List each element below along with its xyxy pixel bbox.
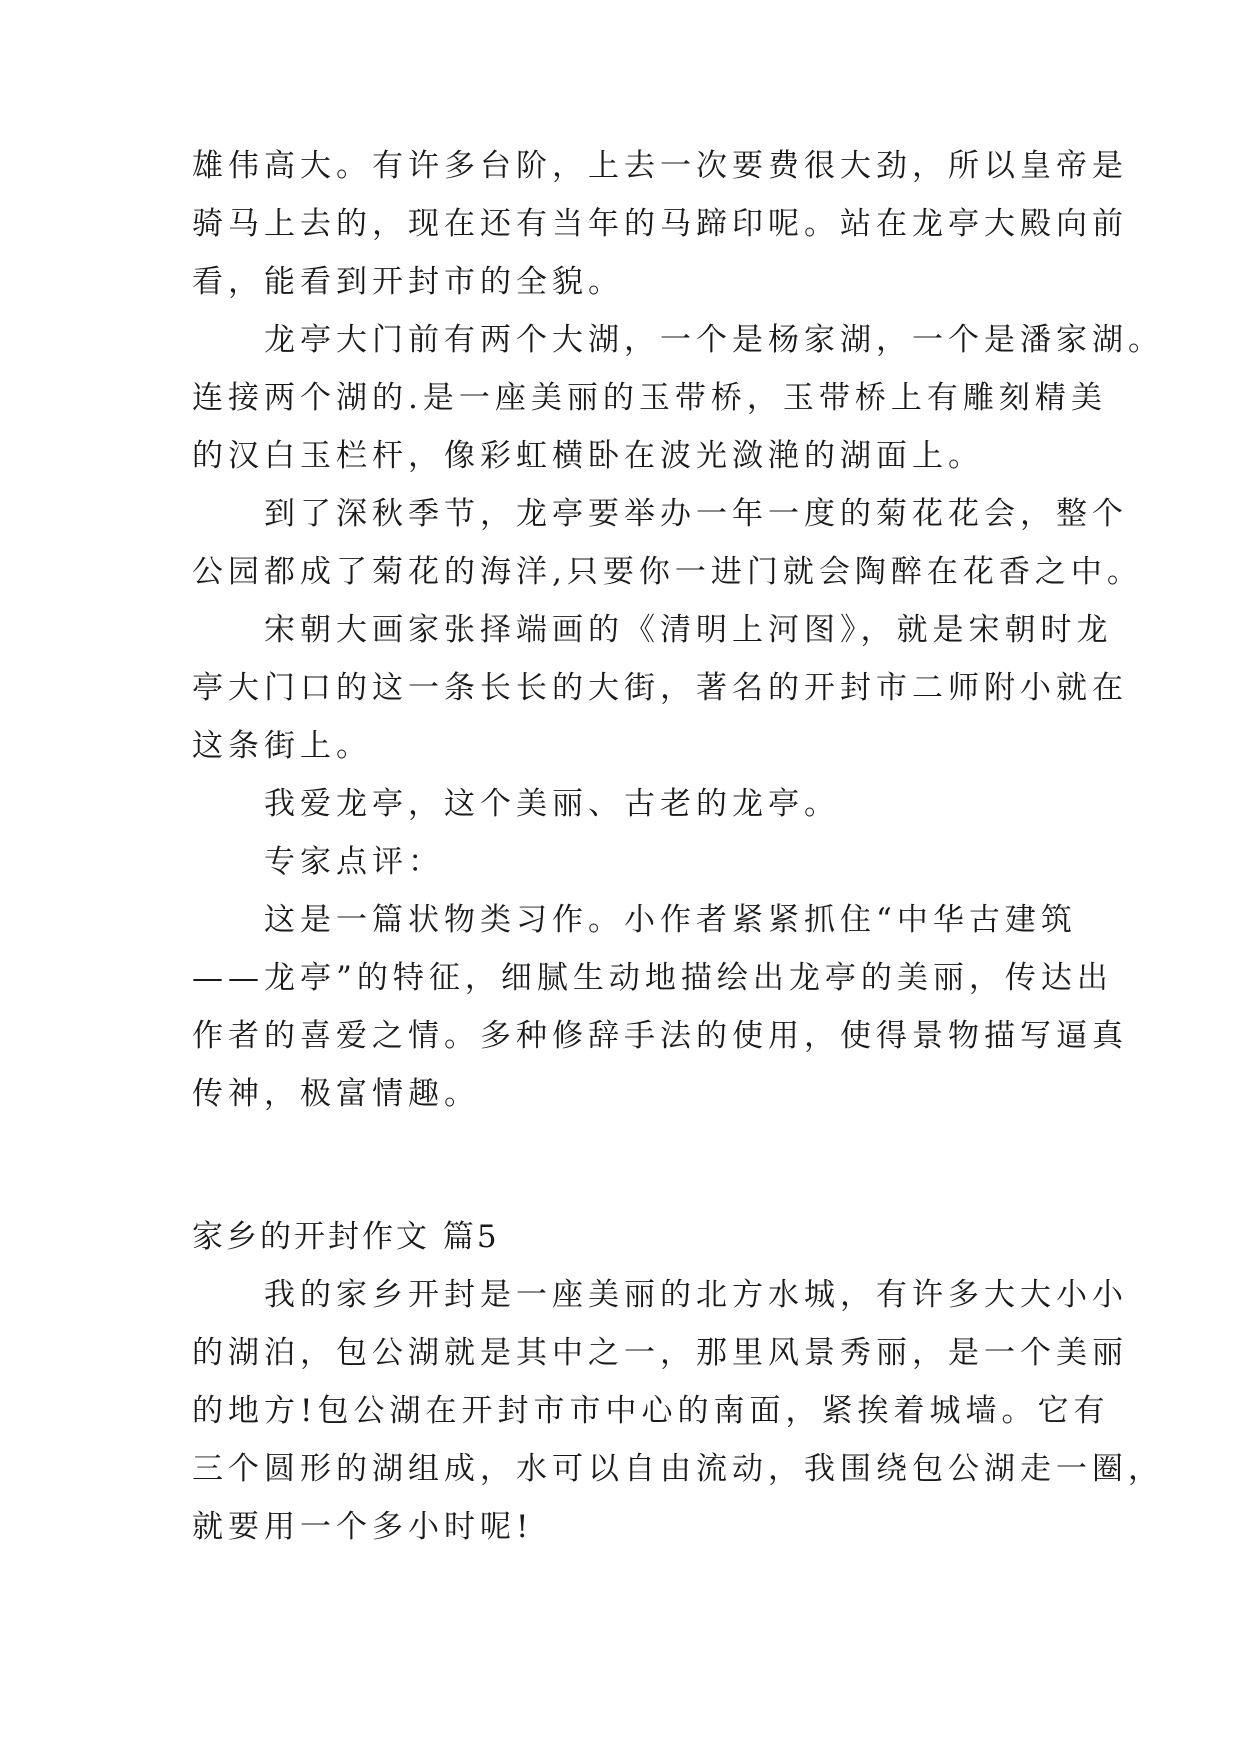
text-line: 我的家乡开封是一座美丽的北方水城，有许多大大小小 — [192, 1277, 1128, 1313]
text-line: 这条街上。 — [192, 728, 372, 764]
text-line: 这是一篇状物类习作。小作者紧紧抓住“中华古建筑 — [192, 902, 1077, 938]
text-line: 三个圆形的湖组成，水可以自由流动，我围绕包公湖走一圈， — [192, 1451, 1164, 1487]
text-line: 就要用一个多小时呢! — [192, 1509, 534, 1545]
text-line: 看，能看到开封市的全貌。 — [192, 264, 624, 300]
text-line: 的地方!包公湖在开封市市中心的南面，紧挨着城墙。它有 — [192, 1393, 1110, 1429]
text-line: 骑马上去的，现在还有当年的马蹄印呢。站在龙亭大殿向前 — [192, 206, 1128, 242]
text-line: 连接两个湖的.是一座美丽的玉带桥，玉带桥上有雕刻精美 — [192, 380, 1107, 416]
paragraph-7 — [192, 891, 1128, 1123]
paragraph-1 — [192, 137, 1128, 311]
text-line: 公园都成了菊花的海洋,只要你一进门就会陶醉在花香之中。 — [192, 554, 1143, 590]
text-line: 的湖泊，包公湖就是其中之一，那里风景秀丽，是一个美丽 — [192, 1335, 1128, 1371]
paragraph-8 — [192, 1266, 1164, 1556]
text-line: ——龙亭”的特征，细腻生动地描绘出龙亭的美丽，传达出 — [192, 960, 1113, 996]
paragraph-6 — [192, 833, 1052, 891]
paragraph-3 — [192, 485, 1143, 601]
text-line: 作者的喜爱之情。多种修辞手法的使用，使得景物描写逼真 — [192, 1018, 1128, 1054]
section-heading: 家乡的开封作文 篇5 — [192, 1219, 500, 1255]
text-line: 宋朝大画家张择端画的《清明上河图》，就是宋朝时龙 — [192, 612, 1113, 648]
text-line: 传神，极富情趣。 — [192, 1076, 480, 1112]
text-line: 的汉白玉栏杆，像彩虹横卧在波光潋滟的湖面上。 — [192, 438, 984, 474]
text-line: 我爱龙亭，这个美丽、古老的龙亭。 — [192, 786, 840, 822]
paragraph-2 — [192, 311, 1164, 485]
text-line: 龙亭大门前有两个大湖，一个是杨家湖，一个是潘家湖。 — [192, 322, 1164, 358]
text-line: 到了深秋季节，龙亭要举办一年一度的菊花花会，整个 — [192, 496, 1128, 532]
text-line: 专家点评： — [192, 844, 444, 880]
text-line: 雄伟高大。有许多台阶，上去一次要费很大劲，所以皇帝是 — [192, 148, 1128, 184]
paragraph-5 — [192, 775, 1052, 833]
text-line: 亭大门口的这一条长长的大街，著名的开封市二师附小就在 — [192, 670, 1128, 706]
paragraph-4 — [192, 601, 1128, 775]
